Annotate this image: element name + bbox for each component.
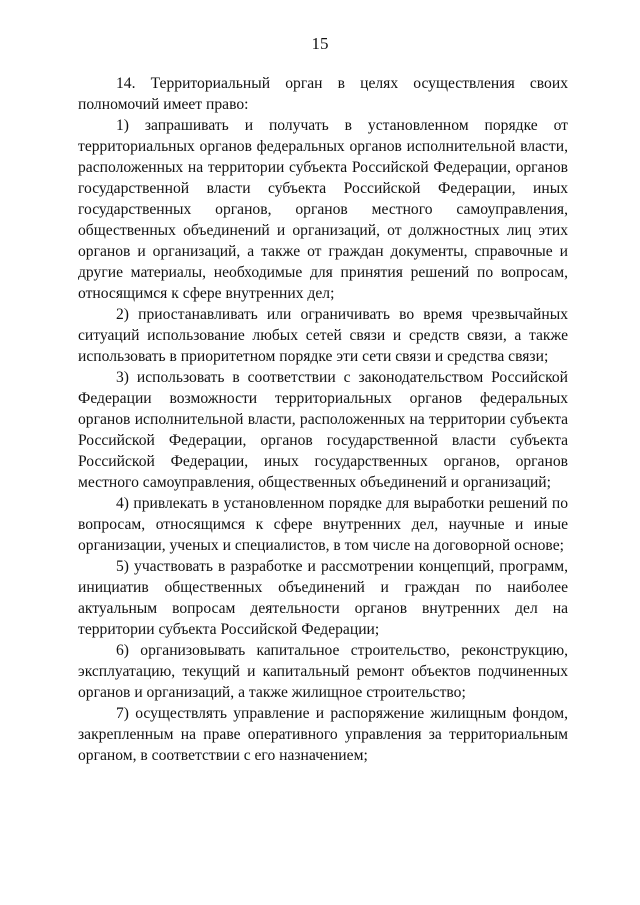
list-item-4: 4) привлекать в установленном порядке для выработки решений по вопросам, относящимся к сфере внутренних дел, научные и иные организации, ученых и специалистов, в том числе на договорной основе; bbox=[78, 495, 568, 554]
list-item-6: 6) организовывать капитальное строительство, реконструкцию, эксплуатацию, текущий и капитальный ремонт объектов подчиненных органов и организаций, а также жилищное строительство; bbox=[78, 642, 568, 701]
list-item-1: 1) запрашивать и получать в установленном порядке от территориальных органов федеральных органов исполнительной власти, расположенных на территории субъекта Российской Федерации, органов государственной власти субъекта Российской Федерации, иных государственных органов, органов местного самоуправления, общественных объединений и организаций, от должностных лиц этих органов и организаций, а также от граждан документы, справочные и другие материалы, необходимые для принятия решений по вопросам, относящимся к сфере внутренних дел; bbox=[78, 117, 568, 302]
list-item-3: 3) использовать в соответствии с законодательством Российской Федерации возможности территориальных органов федеральных органов исполнительной власти, расположенных на территории субъекта Российской Федерации, органов государственной власти субъекта Российской Федерации, иных государственных органов, органов местного самоуправления, общественных объединений и организаций; bbox=[78, 369, 568, 491]
list-item-7: 7) осуществлять управление и распоряжение жилищным фондом, закрепленным на праве оперативного управления за территориальным органом, в соответствии с его назначением; bbox=[78, 705, 568, 764]
document-body bbox=[78, 73, 568, 766]
list-item-5: 5) участвовать в разработке и рассмотрении концепций, программ, инициатив общественных объединений и граждан по наиболее актуальным вопросам деятельности органов внутренних дел на территории субъекта Российской Федерации; bbox=[78, 558, 568, 638]
page-number: 15 bbox=[311, 34, 329, 53]
paragraph-14-heading: 14. Территориальный орган в целях осуществления своих полномочий имеет право: bbox=[78, 75, 568, 113]
list-item-2: 2) приостанавливать или ограничивать во время чрезвычайных ситуаций использование любых сетей связи и средств связи, а также использовать в приоритетном порядке эти сети связи и средства связи; bbox=[78, 306, 568, 365]
